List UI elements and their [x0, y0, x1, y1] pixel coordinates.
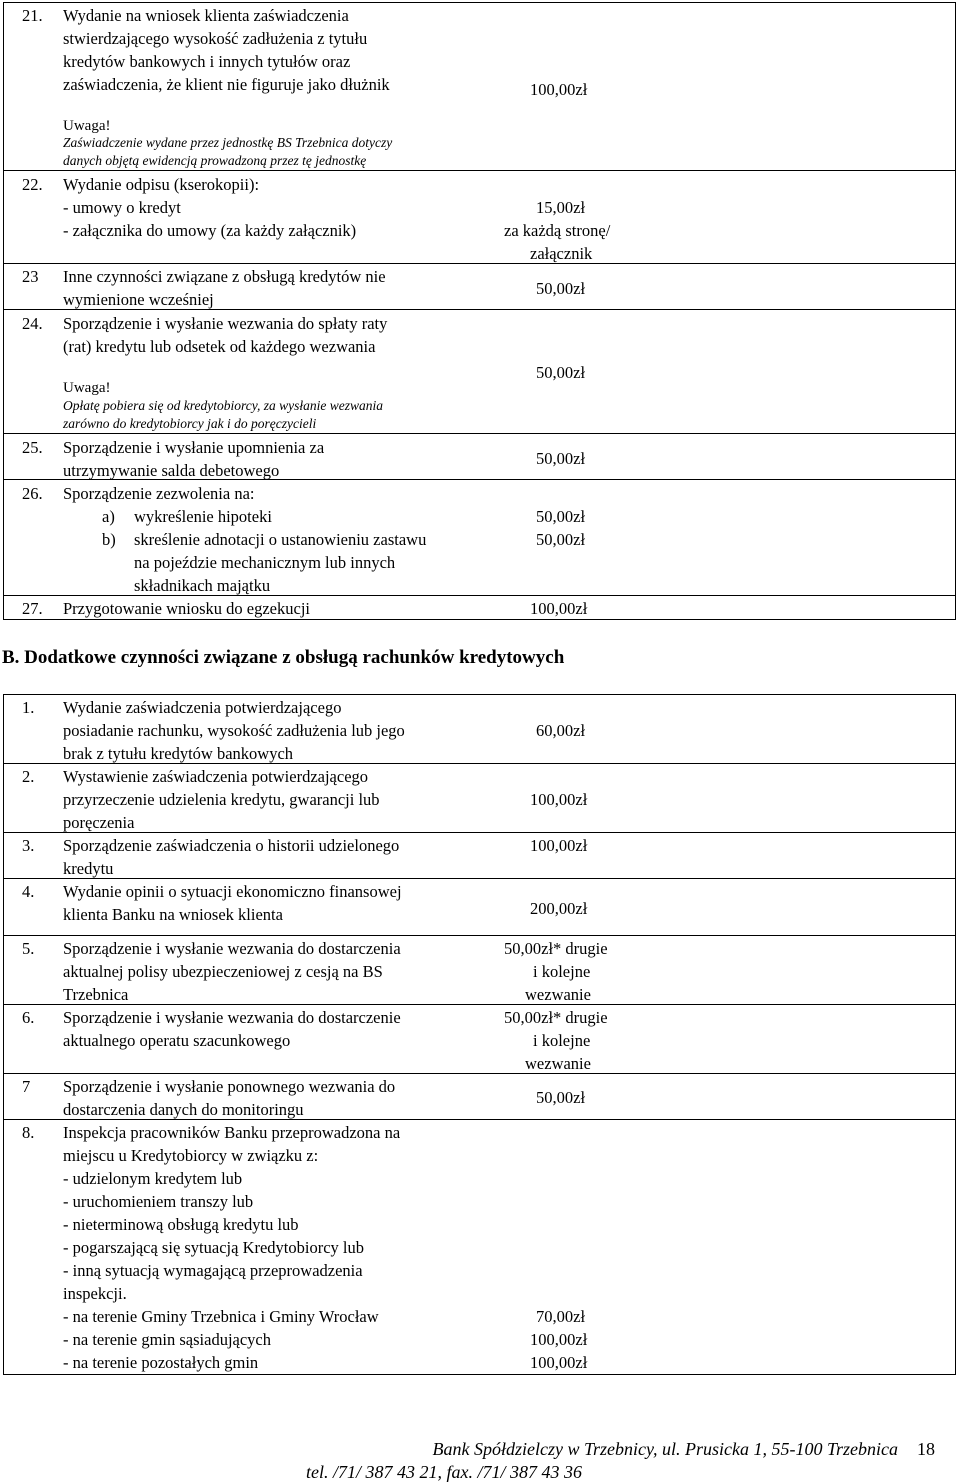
row-description: kredytów bankowych i innych tytułów oraz — [63, 52, 351, 71]
row-number: 8. — [22, 1123, 35, 1142]
fee-value: 50,00zł — [536, 363, 586, 382]
fee-value: 100,00zł — [530, 1330, 588, 1349]
fee-value: 50,00zł — [536, 507, 586, 526]
note-text: danych objętą ewidencją prowadzoną przez tę jednostkę — [63, 153, 367, 168]
row-description: na pojeździe mechanicznym lub innych — [134, 553, 396, 572]
row-number: 5. — [22, 939, 35, 958]
fee-value: 15,00zł — [536, 198, 586, 217]
row-description: Sporządzenie i wysłanie wezwania do dostarczenie — [63, 1008, 401, 1027]
note-text: zarówno do kredytobiorcy jak i do poręczycieli — [63, 416, 317, 431]
fee-value: wezwanie — [525, 1054, 591, 1073]
row-description: aktualnego operatu szacunkowego — [63, 1031, 291, 1050]
row-description: utrzymywanie salda debetowego — [63, 461, 280, 480]
fee-value: 100,00zł — [530, 80, 588, 99]
row-number: 7 — [22, 1077, 31, 1096]
row-description: Sporządzenie zaświadczenia o historii udzielonego — [63, 836, 400, 855]
row-description: Trzebnica — [63, 985, 129, 1004]
note-title: Uwaga! — [63, 118, 111, 134]
row-description: Wystawienie zaświadczenia potwierdzającego — [63, 767, 369, 786]
row-description: kredytu — [63, 859, 114, 878]
row-description: - uruchomieniem transzy lub — [63, 1192, 254, 1211]
row-number: 26. — [22, 484, 43, 503]
sub-label: b) — [102, 530, 116, 549]
row-description: Inspekcja pracowników Banku przeprowadzona na — [63, 1123, 401, 1142]
row-description: wymienione wcześniej — [63, 290, 214, 309]
fee-value: 60,00zł — [536, 721, 586, 740]
note-title: Uwaga! — [63, 380, 111, 396]
row-description: Wydanie na wniosek klienta zaświadczenia — [63, 6, 349, 25]
fee-value: 200,00zł — [530, 899, 588, 918]
fee-value: 100,00zł — [530, 1353, 588, 1372]
fee-value: i kolejne — [533, 962, 591, 981]
fee-value: 100,00zł — [530, 790, 588, 809]
row-description: (rat) kredytu lub odsetek od każdego wezwania — [63, 337, 376, 356]
row-description: - inną sytuacją wymagającą przeprowadzenia — [63, 1261, 363, 1280]
fee-value: i kolejne — [533, 1031, 591, 1050]
row-number: 22. — [22, 175, 43, 194]
row-description: skreślenie adnotacji o ustanowieniu zastawu — [134, 530, 427, 549]
row-description: Sporządzenie i wysłanie wezwania do dostarczenia — [63, 939, 401, 958]
row-description: klienta Banku na wniosek klienta — [63, 905, 283, 924]
row-description: stwierdzającego wysokość zadłużenia z tytułu — [63, 29, 368, 48]
sub-label: - na terenie pozostałych gmin — [63, 1353, 259, 1372]
row-description: wykreślenie hipoteki — [134, 507, 272, 526]
row-number: 6. — [22, 1008, 35, 1027]
sub-label: - na terenie Gminy Trzebnica i Gminy Wrocław — [63, 1307, 379, 1326]
fee-value: 100,00zł — [530, 599, 588, 618]
footer-address: Bank Spółdzielczy w Trzebnicy, ul. Prusicka 1, 55-100 Trzebnica — [432, 1439, 898, 1459]
row-description: składnikach majątku — [134, 576, 271, 595]
row-number: 2. — [22, 767, 35, 786]
fee-value: 50,00zł* drugie — [504, 939, 608, 958]
row-description: Inne czynności związane z obsługą kredytów nie — [63, 267, 386, 286]
fee-value: 50,00zł — [536, 530, 586, 549]
row-description: Wydanie zaświadczenia potwierdzającego — [63, 698, 342, 717]
fee-value: za każdą stronę/ — [504, 221, 611, 240]
sub-label: a) — [102, 507, 115, 526]
row-description: Wydanie odpisu (kserokopii): — [63, 175, 260, 194]
row-description: Wydanie opinii o sytuacji ekonomiczno finansowej — [63, 882, 402, 901]
fee-value: 50,00zł — [536, 279, 586, 298]
fee-value: 100,00zł — [530, 836, 588, 855]
fee-value: 70,00zł — [536, 1307, 586, 1326]
row-description: - załącznika do umowy (za każdy załącznik) — [63, 221, 357, 240]
row-description: dostarczenia danych do monitoringu — [63, 1100, 304, 1119]
fee-value: wezwanie — [525, 985, 591, 1004]
fee-value: 50,00zł* drugie — [504, 1008, 608, 1027]
row-description: przyrzeczenie udzielenia kredytu, gwarancji lub — [63, 790, 380, 809]
row-description: - udzielonym kredytem lub — [63, 1169, 243, 1188]
row-description: - umowy o kredyt — [63, 198, 181, 217]
row-number: 21. — [22, 6, 43, 25]
row-number: 24. — [22, 314, 43, 333]
row-description: posiadanie rachunku, wysokość zadłużenia lub jego — [63, 721, 405, 740]
row-number: 23 — [22, 267, 39, 286]
footer-contact: tel. /71/ 387 43 21, fax. /71/ 387 43 36 — [306, 1462, 582, 1482]
row-description: brak z tytułu kredytów bankowych — [63, 744, 294, 763]
row-description: - pogarszającą się sytuacją Kredytobiorcy lub — [63, 1238, 365, 1257]
row-number: 27. — [22, 599, 43, 618]
row-number: 25. — [22, 438, 43, 457]
row-description: - nieterminową obsługą kredytu lub — [63, 1215, 299, 1234]
row-number: 1. — [22, 698, 35, 717]
row-description: Sporządzenie i wysłanie upomnienia za — [63, 438, 325, 457]
row-description: Przygotowanie wniosku do egzekucji — [63, 599, 310, 618]
row-description: inspekcji. — [63, 1284, 127, 1303]
row-description: miejscu u Kredytobiorcy w związku z: — [63, 1146, 319, 1165]
row-number: 4. — [22, 882, 35, 901]
fee-value: załącznik — [530, 244, 593, 263]
sub-label: - na terenie gmin sąsiadujących — [63, 1330, 271, 1349]
row-description: poręczenia — [63, 813, 135, 832]
page-number: 18 — [917, 1439, 935, 1459]
row-number: 3. — [22, 836, 35, 855]
fee-value: 50,00zł — [536, 1088, 586, 1107]
row-description: Sporządzenie i wysłanie wezwania do spłaty raty — [63, 314, 388, 333]
row-description: aktualnej polisy ubezpieczeniowej z cesją na BS — [63, 962, 383, 981]
row-description: Sporządzenie zezwolenia na: — [63, 484, 255, 503]
row-description: Sporządzenie i wysłanie ponownego wezwania do — [63, 1077, 396, 1096]
fee-value: 50,00zł — [536, 449, 586, 468]
section-heading: B. Dodatkowe czynności związane z obsługą rachunków kredytowych — [2, 647, 565, 668]
row-description: zaświadczenia, że klient nie figuruje jako dłużnik — [63, 75, 390, 94]
note-text: Zaświadczenie wydane przez jednostkę BS Trzebnica dotyczy — [63, 135, 393, 150]
note-text: Opłatę pobiera się od kredytobiorcy, za wysłanie wezwania — [63, 398, 383, 413]
